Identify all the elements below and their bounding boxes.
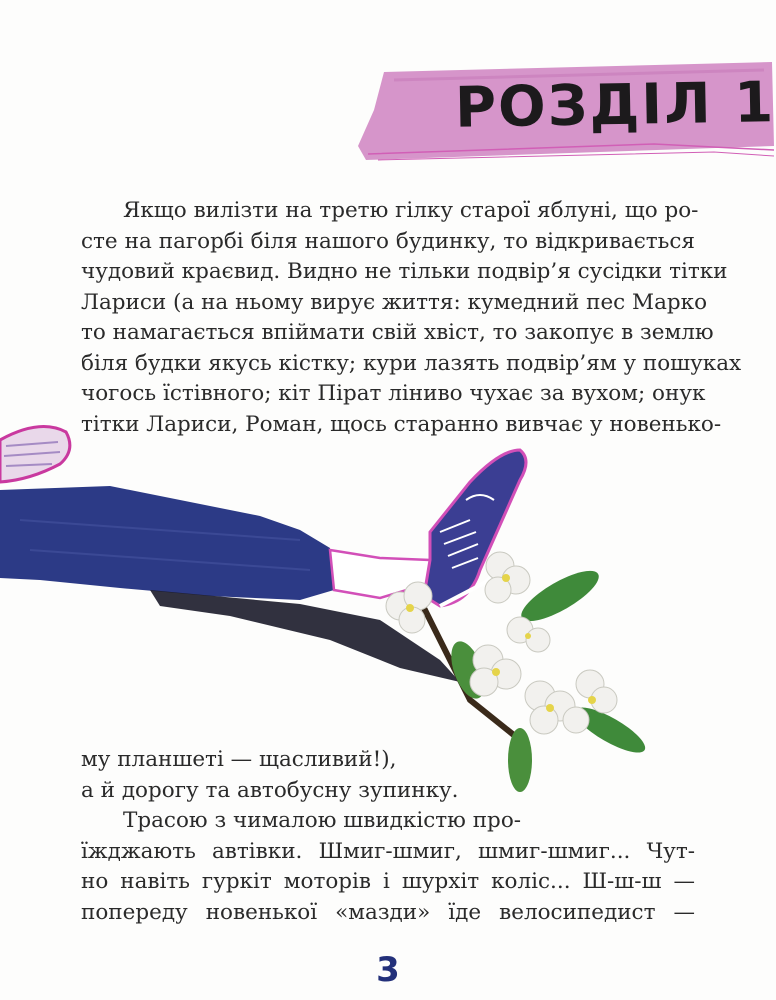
text-line: тітки Лариси, Роман, щось старанно вивчає у новенько- [81, 411, 722, 437]
text-line: їжджають автівки. Шмиг-шмиг, шмиг-шмиг... Чут- [81, 838, 695, 864]
text-line: біля будки якусь кістку; кури лазять подвір’ям у пошуках [81, 350, 742, 376]
chapter-title: РОЗДІЛ 1 [454, 70, 776, 141]
text-line: но навіть гуркіт моторів і шурхіт коліс... Ш-ш-ш — [81, 869, 695, 894]
text-line: Якщо вилізти на третю гілку старої яблуні, що ро- [123, 198, 699, 223]
text-line: чогось їстівного; кіт Пірат ліниво чухає за вухом; онук [81, 381, 706, 406]
legs-sneakers-apple-blossom-icon [0, 420, 720, 800]
paragraph-1 [81, 196, 742, 440]
text-line: а й дорогу та автобусну зупинку. [81, 777, 459, 803]
left-sneaker-sole-icon [0, 427, 70, 482]
text-line: Лариси (а на ньому вирує життя: кумедний пес Марко [81, 289, 708, 315]
text-line: Трасою з чималою швидкістю про- [123, 808, 522, 833]
paragraph-2 [81, 745, 695, 928]
text-line: сте на пагорбі біля нашого будинку, то відкривається [81, 228, 695, 254]
text-line: то намагається впіймати свій хвіст, то закопує в землю [81, 320, 714, 345]
page-number: 3 [376, 950, 400, 990]
text-line: чудовий краєвид. Видно не тільки подвір’я сусідки тітки [81, 259, 728, 284]
text-line: попереду новенької «мазди» їде велосипедист — [81, 899, 695, 925]
text-line: му планшеті — щасливий!), [81, 747, 397, 772]
